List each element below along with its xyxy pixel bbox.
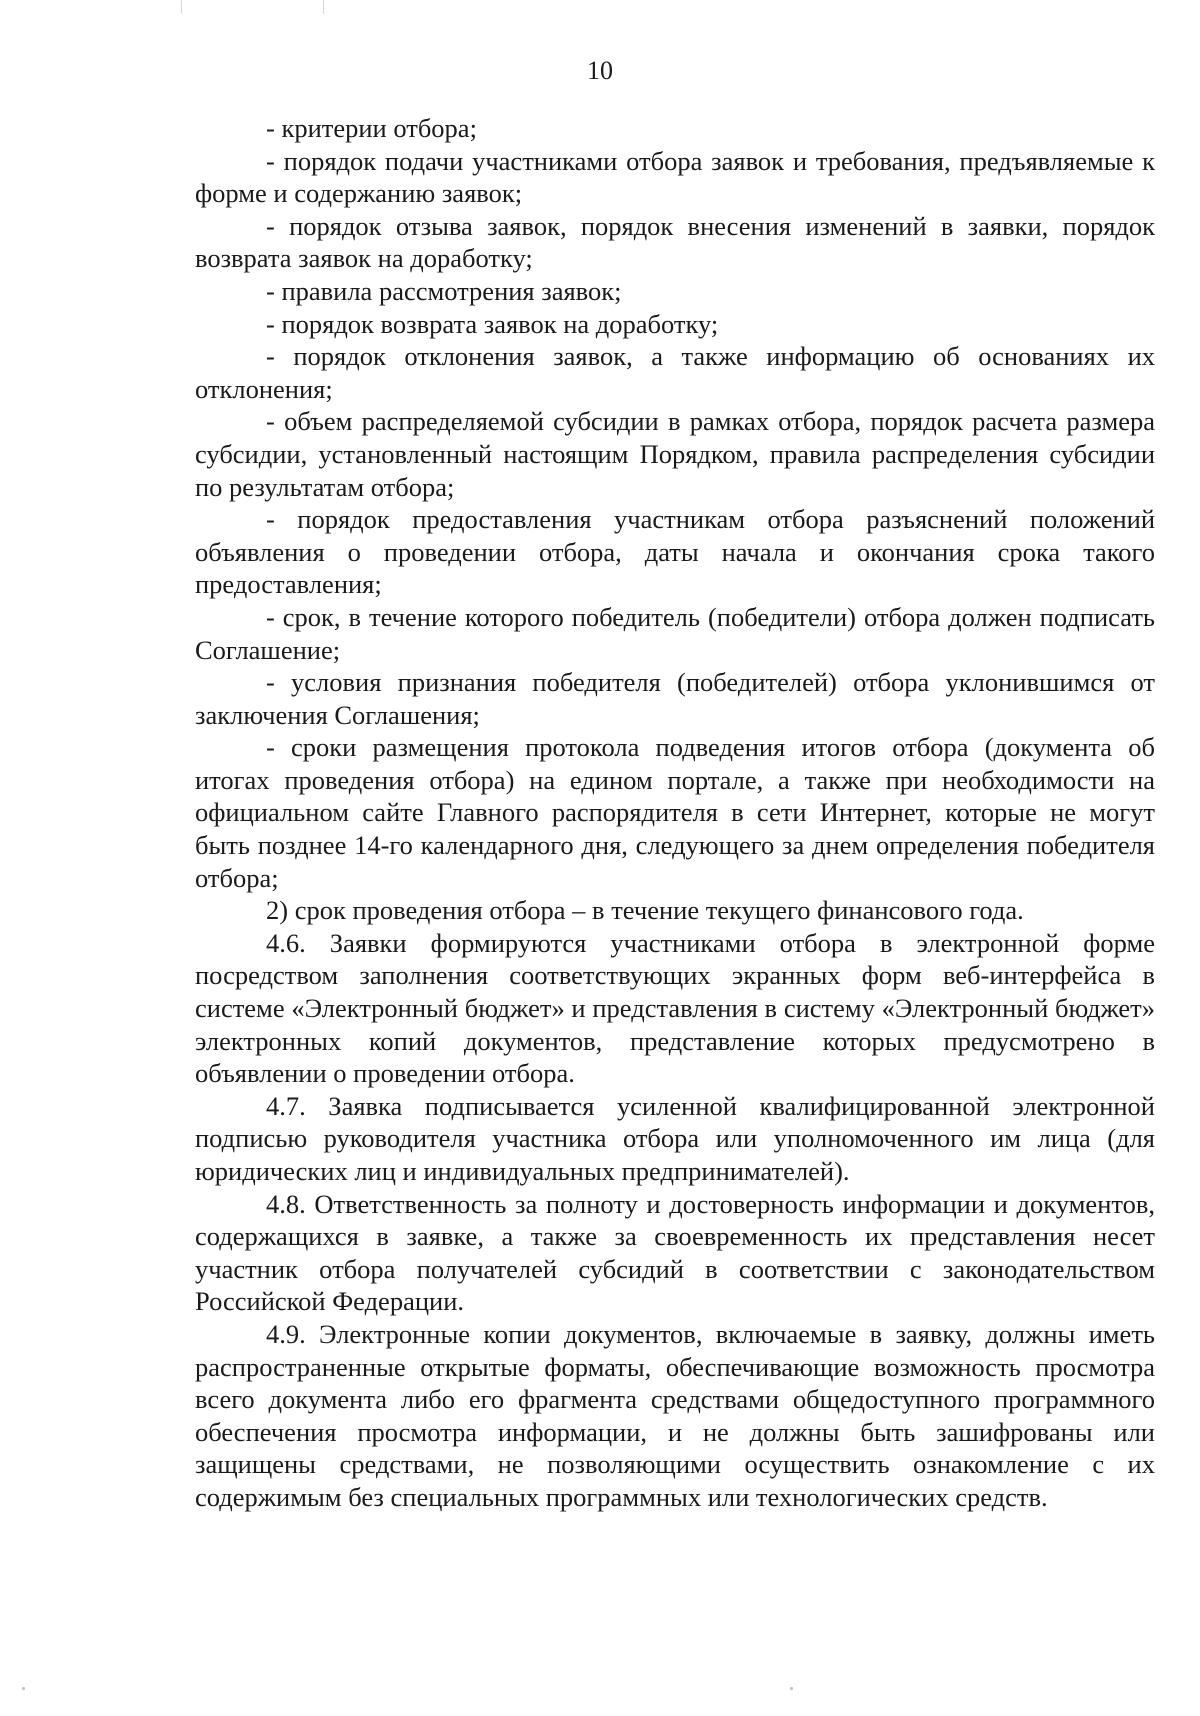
body-paragraph: - порядок отклонения заявок, а также информацию об основаниях их отклонения; xyxy=(195,341,1155,404)
body-paragraph: 4.7. Заявка подписывается усиленной квалифицированной электронной подписью руководителя участника отбора или уполномоченного им лица (для юридических лиц и индивидуальных предпринимателей). xyxy=(195,1090,1155,1186)
scan-artifact-dot xyxy=(790,1687,793,1690)
scan-artifact-line xyxy=(181,0,182,14)
body-paragraph: - объем распределяемой субсидии в рамках отбора, порядок расчета размера субсидии, установленный настоящим Порядком, правила распределения субсидии по результатам отбора; xyxy=(195,406,1155,502)
body-paragraph: 4.8. Ответственность за полноту и достоверность информации и документов, содержащихся в заявке, а также за своевременность их представления несет участник отбора получателей субсидий в соответствии с законодательством Российской Федерации. xyxy=(195,1188,1155,1317)
page-number: 10 xyxy=(587,56,613,85)
body-paragraph: 4.6. Заявки формируются участниками отбора в электронной форме посредством заполнения соответствующих экранных форм веб-интерфейса в системе «Электронный бюджет» и представления в систему «Электронный бюджет» электронных копий документов, представление которых предусмотрено в объявлении о проведении отбора. xyxy=(195,927,1155,1089)
body-paragraph: - условия признания победителя (победителей) отбора уклонившимся от заключения Соглашения; xyxy=(195,667,1155,730)
body-paragraph: 4.9. Электронные копии документов, включаемые в заявку, должны иметь распространенные открытые форматы, обеспечивающие возможность просмотра всего документа либо его фрагмента средствами общедоступного программного обеспечения просмотра информации, и не должны быть зашифрованы или защищены средствами, не позволяющими осуществить ознакомление с их содержимым без специальных программных или технологических средств. xyxy=(195,1318,1155,1512)
body-paragraph: - порядок предоставления участникам отбора разъяснений положений объявления о проведении отбора, даты начала и окончания срока такого предоставления; xyxy=(195,504,1155,600)
scan-artifact-line xyxy=(323,0,324,14)
body-paragraph: - сроки размещения протокола подведения итогов отбора (документа об итогах проведения отбора) на едином портале, а также при необходимости на официальном сайте Главного распорядителя в сети Интернет, которые не могут быть позднее 14-го календарного дня, следующего за днем определения победителя отбора; xyxy=(195,732,1155,893)
body-paragraph: 2) срок проведения отбора – в течение текущего финансового года. xyxy=(266,895,1024,926)
body-paragraph: - срок, в течение которого победитель (победители) отбора должен подписать Соглашение; xyxy=(195,601,1155,665)
body-paragraph: - порядок отзыва заявок, порядок внесения изменений в заявки, порядок возврата заявок на доработку; xyxy=(195,210,1155,274)
body-paragraph: - порядок подачи участниками отбора заявок и требования, предъявляемые к форме и содержанию заявок; xyxy=(195,145,1155,209)
body-paragraph: - критерии отбора; xyxy=(266,113,477,143)
body-paragraph: - порядок возврата заявок на доработку; xyxy=(266,308,719,339)
scan-artifact-dot xyxy=(22,1687,25,1690)
document-body xyxy=(195,112,1155,1514)
body-paragraph: - правила рассмотрения заявок; xyxy=(266,275,622,306)
